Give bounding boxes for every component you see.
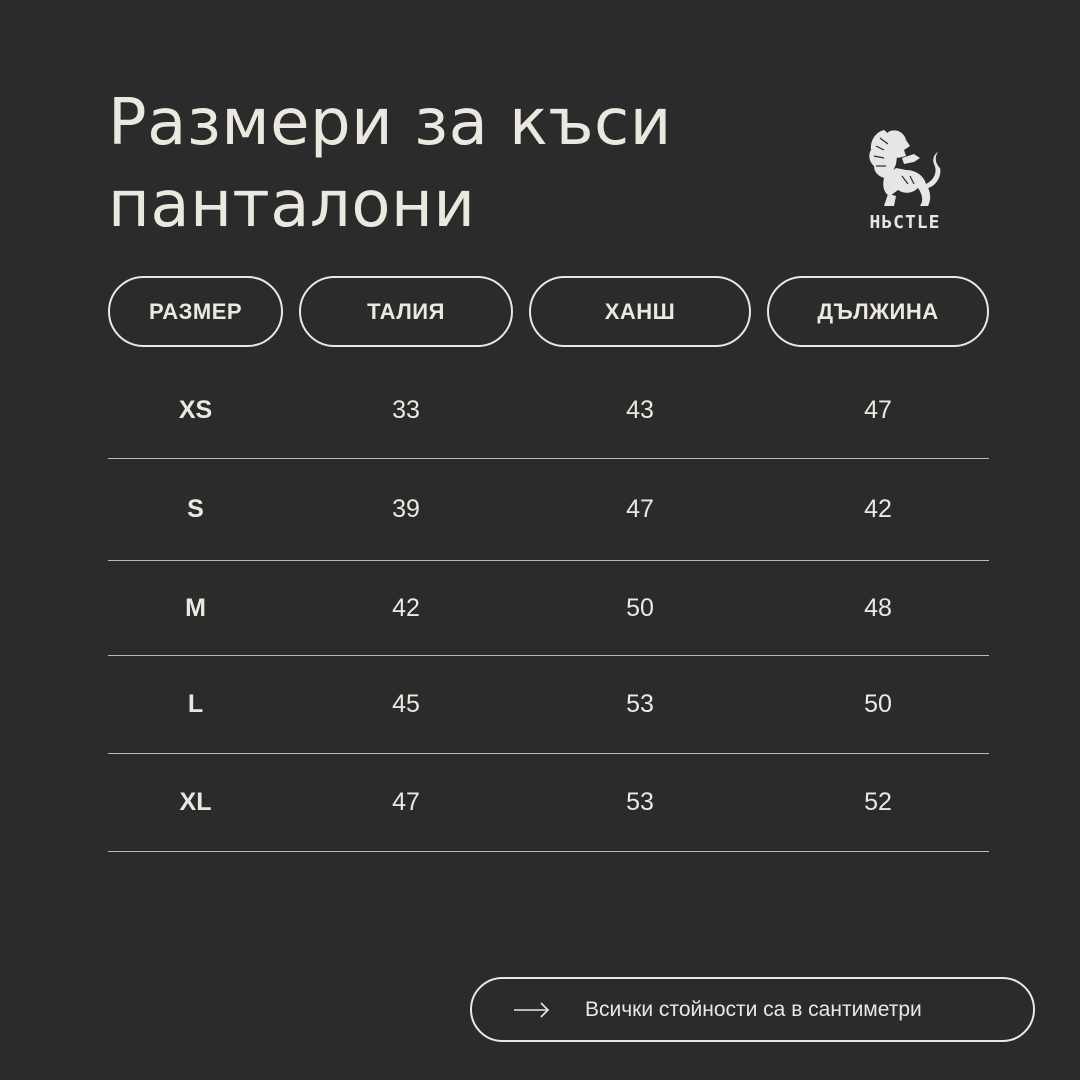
header-length: ДЪЛЖИНА xyxy=(767,276,989,347)
size-table xyxy=(108,362,989,852)
cell-hip: 53 xyxy=(626,690,654,718)
cell-hip: 53 xyxy=(626,788,654,816)
cell-size: M xyxy=(185,593,206,622)
header-size: РАЗМЕР xyxy=(108,276,283,347)
cell-waist: 42 xyxy=(392,593,420,622)
page-title xyxy=(108,82,788,246)
table-row xyxy=(108,561,989,656)
cell-hip: 43 xyxy=(626,395,654,424)
brand-logo xyxy=(862,124,948,238)
cell-size: L xyxy=(187,690,204,718)
cell-length: 48 xyxy=(864,593,892,622)
header-waist: ТАЛИЯ xyxy=(299,276,513,347)
page-title-line-2: панталони xyxy=(108,168,476,242)
units-note-text: Всички стойности са в сантиметри xyxy=(585,997,922,1021)
cell-waist: 39 xyxy=(392,495,420,523)
cell-waist: 45 xyxy=(392,690,420,718)
cell-length: 50 xyxy=(864,690,892,718)
cell-hip: 50 xyxy=(626,593,654,622)
cell-waist: 47 xyxy=(392,788,420,816)
lion-icon xyxy=(862,124,948,212)
units-note xyxy=(470,977,1035,1042)
cell-length: 42 xyxy=(864,495,892,523)
page-title-line-1: Размери за къси xyxy=(108,86,672,160)
table-row xyxy=(108,459,989,561)
cell-hip: 47 xyxy=(626,495,654,523)
cell-length: 47 xyxy=(864,395,892,424)
header-hip: ХАНШ xyxy=(529,276,751,347)
cell-size: S xyxy=(187,495,204,523)
table-row xyxy=(108,754,989,852)
arrow-right-icon xyxy=(512,999,552,1021)
brand-logo-text: HЬCTLE xyxy=(869,212,941,233)
table-row xyxy=(108,656,989,754)
cell-waist: 33 xyxy=(392,395,420,424)
cell-size: XL xyxy=(179,788,212,816)
cell-length: 52 xyxy=(864,788,892,816)
table-row xyxy=(108,362,989,459)
cell-size: XS xyxy=(178,395,213,424)
